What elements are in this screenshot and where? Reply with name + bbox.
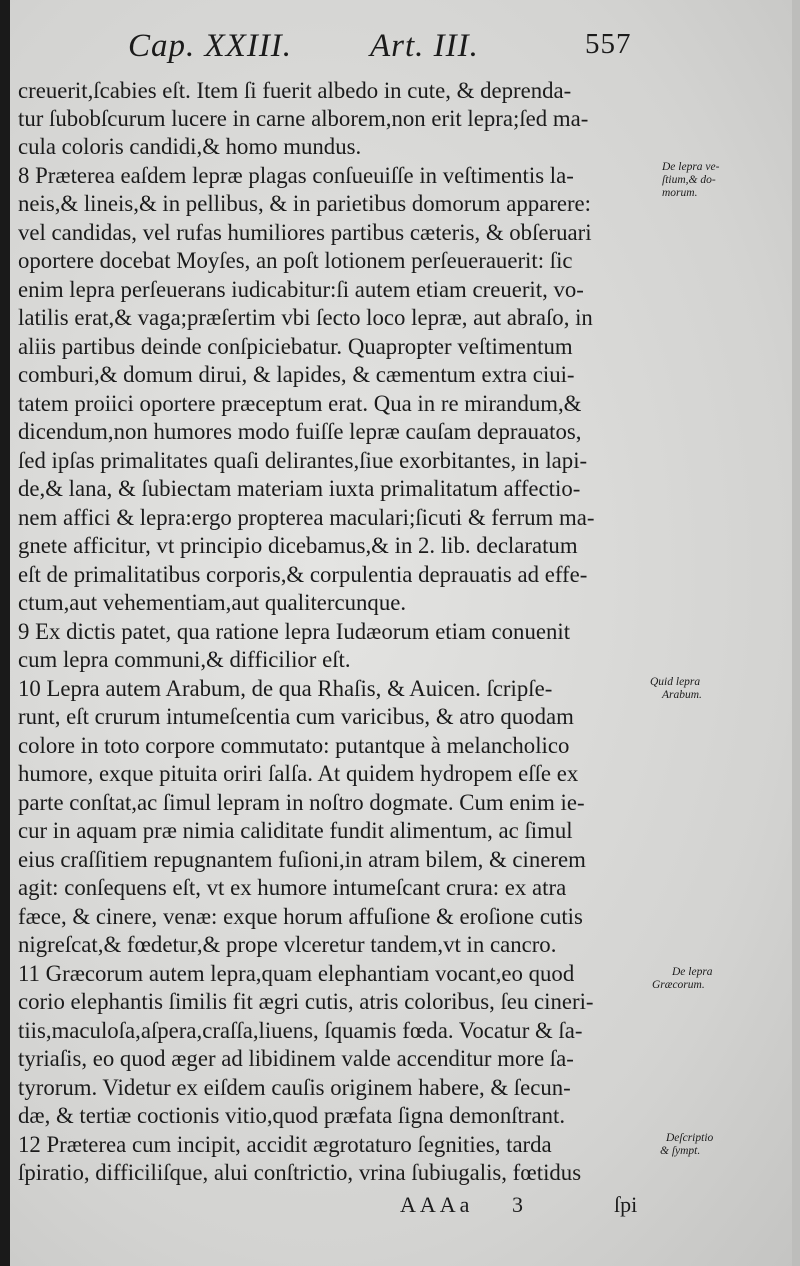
- text-line: comburi,& domum dirui, & lapides, & cæmentum extra ciui-: [18, 362, 575, 387]
- signature-number: 3: [512, 1192, 523, 1217]
- text-line: tiis,maculoſa,aſpera,craſſa,liuens, ſquamis fœda. Vocatur & ſa-: [18, 1018, 583, 1043]
- text-line: ſed ipſas primalitates quaſi delirantes,ſiue exorbitantes, in lapi-: [18, 448, 588, 473]
- text-line: creuerit,ſcabies eſt. Item ſi fuerit albedo in cute, & deprenda-: [18, 78, 572, 103]
- text-line: 8 Præterea eaſdem lepræ plagas conſueuiſſe in veſtimentis la-: [18, 163, 574, 188]
- text-line: dæ, & tertiæ coctionis vitio,quod præfata ſigna demonſtrant.: [18, 1103, 566, 1128]
- page-number: 557: [585, 28, 632, 60]
- text-line: latilis erat,& vaga;præſertim vbi ſecto loco lepræ, aut abraſo, in: [18, 305, 593, 330]
- text-line: tyriaſis, eo quod æger ad libidinem valde accenditur more ſa-: [18, 1046, 574, 1071]
- text-line: 9 Ex dictis patet, qua ratione lepra Iudæorum etiam conuenit: [18, 619, 571, 644]
- text-line: colore in toto corpore commutato: putantque à melancholico: [18, 733, 570, 758]
- page-footer: [0, 1192, 800, 1222]
- text-line: aliis partibus deinde conſpiciebatur. Quapropter veſtimentum: [18, 334, 573, 359]
- text-line: 12 Præterea cum incipit, accidit ægrotaturo ſegnities, tarda: [18, 1132, 552, 1157]
- text-line: humore, exque pituita oriri ſalſa. At quidem hydropem eſſe ex: [18, 761, 579, 786]
- text-line: tyrorum. Videtur ex eiſdem cauſis originem habere, & ſecun-: [18, 1075, 571, 1100]
- text-line: cur in aquam præ nimia caliditate fundit alimentum, ac ſimul: [18, 818, 573, 843]
- signature-mark: AAAa: [400, 1192, 474, 1217]
- text-line: eius craſſitiem repugnantem fuſioni,in atram bilem, & cinerem: [18, 847, 586, 872]
- text-line: dicendum,non humores modo fuiſſe lepræ cauſam deprauatos,: [18, 419, 582, 444]
- article-label: Art. III.: [370, 28, 479, 64]
- text-line: nigreſcat,& fœdetur,& prope vlceretur tandem,vt in cancro.: [18, 932, 557, 957]
- text-line: parte conſtat,ac ſimul lepram in noſtro dogmate. Cum enim ie-: [18, 790, 585, 815]
- text-line: gnete afficitur, vt principio dicebamus,& in 2. lib. declaratum: [18, 533, 578, 558]
- text-line: ctum,aut vehementiam,aut qualitercunque.: [18, 590, 407, 615]
- margin-note: De lepra ve- ſtium,& do- morum.: [662, 161, 720, 199]
- text-line: 11 Græcorum autem lepra,quam elephantiam vocant,eo quod: [18, 961, 575, 986]
- text-line: fæce, & cinere, venæ: exque horum affuſione & eroſione cutis: [18, 904, 583, 929]
- text-line: enim lepra perſeuerans iudicabitur:ſi autem etiam creuerit, vo-: [18, 277, 584, 302]
- margin-note: Quid lepra Arabum.: [650, 676, 702, 701]
- text-line: ſpiratio, difficiliſque, alui conſtrictio, vrina ſubiugalis, fœtidus: [18, 1160, 582, 1185]
- margin-note: De lepra Græcorum.: [652, 966, 713, 991]
- text-line: eſt de primalitatibus corporis,& corpulentia deprauatis ad effe-: [18, 562, 588, 587]
- text-line: cula coloris candidi,& homo mundus.: [18, 134, 362, 159]
- chapter-label: Cap. XXIII.: [128, 28, 293, 64]
- page-edge: [792, 0, 800, 1266]
- text-line: tur ſubobſcurum lucere in carne alborem,non erit lepra;ſed ma-: [18, 106, 589, 131]
- page-gutter-shadow: [0, 0, 10, 1266]
- text-line: neis,& lineis,& in pellibus, & in parietibus domorum apparere:: [18, 191, 591, 216]
- text-line: de,& lana, & ſubiectam materiam iuxta primalitatum affectio-: [18, 476, 581, 501]
- text-line: agit: conſequens eſt, vt ex humore intumeſcant crura: ex atra: [18, 875, 567, 900]
- text-line: oportere docebat Moyſes, an poſt lotionem perſeuerauerit: ſic: [18, 248, 573, 273]
- text-line: vel candidas, vel rufas humiliores partibus cæteris, & obſeruari: [18, 220, 592, 245]
- margin-note: Deſcriptio & ſympt.: [660, 1132, 714, 1157]
- catchword: ſpi: [614, 1192, 638, 1217]
- text-line: nem affici & lepra:ergo propterea maculari;ſicuti & ferrum ma-: [18, 505, 595, 530]
- text-line: runt, eſt crurum intumeſcentia cum varicibus, & atro quodam: [18, 704, 574, 729]
- text-line: cum lepra communi,& difficilior eſt.: [18, 647, 351, 672]
- text-line: tatem proiici oportere præceptum erat. Qua in re mirandum,&: [18, 391, 582, 416]
- text-line: 10 Lepra autem Arabum, de qua Rhaſis, & Auicen. ſcripſe-: [18, 676, 553, 701]
- running-header: [0, 28, 800, 68]
- text-line: corio elephantis ſimilis fit ægri cutis, atris coloribus, ſeu cineri-: [18, 989, 594, 1014]
